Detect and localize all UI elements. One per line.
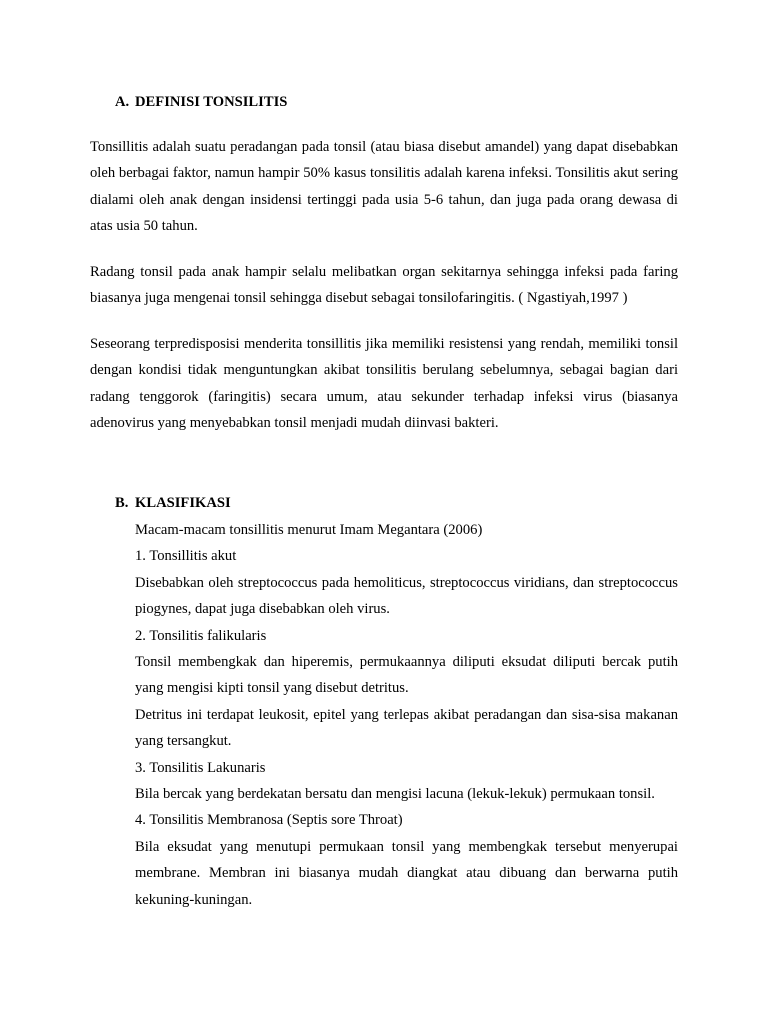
item-4-text: Bila eksudat yang menutupi permukaan tonsil yang membengkak tersebut menyerupai membrane. Membran ini biasanya mudah diangkat atau dibuang dan berwarna putih kekuning-kuningan. — [135, 838, 678, 908]
section-a-paragraph-2 — [90, 259, 678, 312]
item-1-text: Disebabkan oleh streptococcus pada hemoliticus, streptococcus viridians, dan streptococcus piogynes, dapat juga disebabkan oleh virus. — [135, 574, 678, 618]
item-3-heading: 3. Tonsilitis Lakunaris — [135, 759, 266, 776]
paragraph-text: Radang tonsil pada anak hampir selalu melibatkan organ sekitarnya sehingga infeksi pada faring biasanya juga mengenai tonsil sehingga disebut sebagai tonsilofaringitis. ( Ngastiyah,1997 ) — [90, 264, 678, 307]
item-2-text-2: Detritus ini terdapat leukosit, epitel yang terlepas akibat peradangan dan sisa-sisa makanan yang tersangkut. — [135, 706, 678, 750]
paragraph-text: Seseorang terpredisposisi menderita tonsillitis jika memiliki resistensi yang rendah, memiliki tonsil dengan kondisi tidak menguntungkan akibat tonsilitis berulang sebelumnya, sebagai bagian dari radang tenggorok (faringitis) secara umum, atau sekunder terhadap infeksi virus (biasanya adenovirus yang menyebabkan tonsil menjadi mudah diinvasi bakteri. — [90, 336, 678, 432]
section-a-number: A. — [115, 94, 130, 110]
item-2-heading: 2. Tonsilitis falikularis — [135, 627, 267, 644]
section-a-paragraph-1 — [90, 134, 678, 240]
paragraph-text: Tonsillitis adalah suatu peradangan pada tonsil (atau biasa disebut amandel) yang dapat disebabkan oleh berbagai faktor, namun hampir 50% kasus tonsilitis adalah karena infeksi. Tonsilitis akut sering dialami oleh anak dengan insidensi tertinggi pada usia 5-6 tahun, dan juga pada orang dewasa di atas usia 50 tahun. — [90, 139, 678, 235]
section-b-title: KLASIFIKASI — [135, 495, 231, 511]
item-1-heading: 1. Tonsillitis akut — [135, 548, 237, 565]
item-2-text-1: Tonsil membengkak dan hiperemis, permukaannya diliputi eksudat diliputi bercak putih yang mengisi kipti tonsil yang disebut detritus. — [135, 654, 678, 697]
section-a-heading — [115, 95, 287, 110]
section-a-title: DEFINISI TONSILITIS — [135, 94, 288, 110]
item-4-heading: 4. Tonsilitis Membranosa (Septis sore Throat) — [135, 812, 403, 829]
section-a-paragraph-3 — [90, 331, 678, 437]
classification-intro: Macam-macam tonsillitis menurut Imam Megantara (2006) — [135, 522, 483, 538]
section-b-heading — [115, 496, 231, 511]
item-3-text: Bila bercak yang berdekatan bersatu dan mengisi lacuna (lekuk-lekuk) permukaan tonsil. — [135, 786, 655, 803]
section-b-body — [135, 517, 678, 913]
section-b-number: B. — [115, 495, 129, 511]
